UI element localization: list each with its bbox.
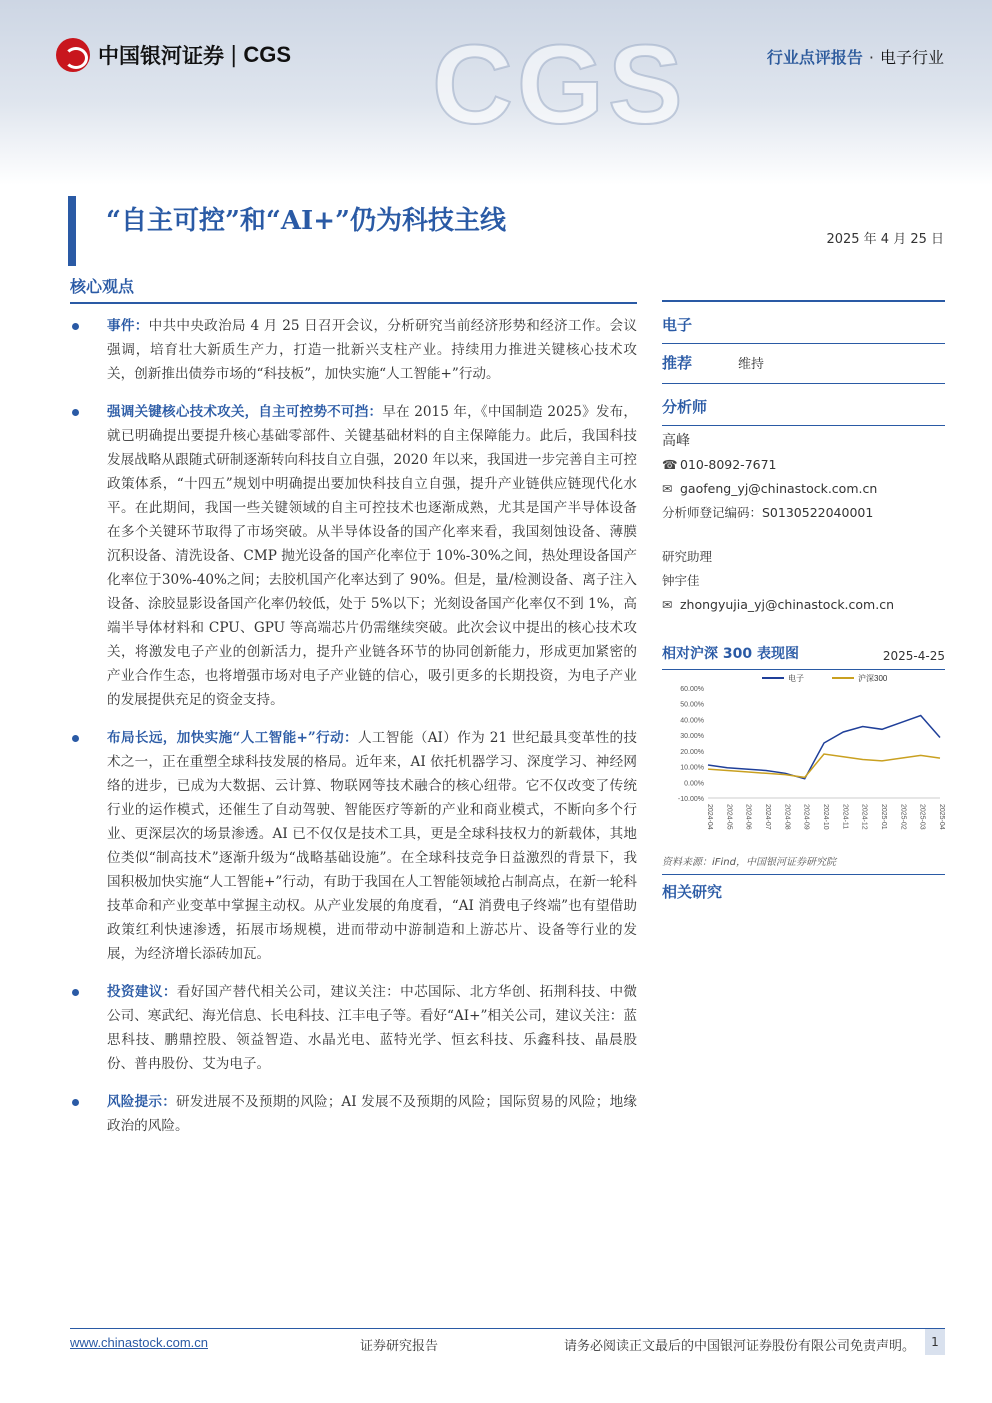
company-logo — [56, 38, 291, 72]
y-tick-label: 50.00% — [680, 701, 704, 709]
email-icon: ✉ — [662, 597, 673, 612]
point-item — [70, 1090, 637, 1138]
legend-label: 电子 — [788, 674, 804, 683]
x-tick-label: 2024-07 — [764, 804, 771, 830]
y-tick-label: 10.00% — [680, 764, 704, 772]
email-icon: ✉ — [662, 481, 673, 496]
point-label: 事件： — [107, 318, 149, 334]
bullet-icon — [72, 989, 79, 996]
assistant-heading: 研究助理 — [662, 549, 713, 564]
x-tick-label: 2024-12 — [860, 804, 868, 830]
separator-dot: · — [868, 48, 874, 67]
footer-url[interactable]: www.chinastock.com.cn — [70, 1335, 208, 1350]
sidebar-industry: 电子 — [662, 316, 693, 334]
rating-value: 维持 — [738, 357, 765, 372]
analyst-phone: 010-8092-7671 — [680, 457, 777, 472]
phone-icon: ☎ — [662, 457, 678, 472]
x-tick-label: 2024-11 — [841, 804, 849, 830]
rating-row — [662, 344, 945, 383]
logo-mark-icon — [56, 38, 90, 72]
assistant-email[interactable]: zhongyujia_yj@chinastock.com.cn — [680, 597, 894, 612]
related-heading: 相关研究 — [662, 883, 723, 901]
title-accent-bar — [68, 196, 76, 266]
report-title: “自主可控”和“AI+”仍为科技主线 — [106, 206, 506, 236]
page-number: 1 — [925, 1329, 945, 1355]
footer-disclaimer: 请务必阅读正文最后的中国银河证券股份有限公司免责声明。 — [563, 1339, 915, 1354]
point-text: 中共中央政治局 4 月 25 日召开会议，分析研究当前经济形势和经济工作。会议强调，培育壮大新质生产力，打造一批新兴支柱产业。持续用力推进关键核心技术攻关，创新推出债券市场的“科技板”，加快实施“人工智能+”行动。 — [107, 318, 638, 382]
chart-date: 2025-4-25 — [882, 649, 945, 663]
point-label: 布局长远，加快实施“人工智能+”行动： — [107, 730, 358, 746]
y-tick-label: 0.00% — [684, 780, 704, 788]
x-tick-label: 2024-09 — [802, 804, 810, 830]
series-line — [708, 754, 940, 777]
cgs-watermark: CGS — [432, 22, 687, 147]
point-item — [70, 726, 637, 966]
point-text: 早在 2015 年，《中国制造 2025》发布，就已明确提出要提升核心基础零部件、关键基础材料的自主保障能力。此后，我国科技发展战略从跟随式研制逐渐转向科技自立自强，2020 年以来，我国进一步完善自主可控政策体系，“十四五”规划中明确提出要加快科技自立自强，提升产业链供应链现代化水平。在此期间，我国一些关键领域的自主可控技术也逐渐成熟，尤其是国产半导体设备在多个关键环节取得了市场突破。从半导体设备的国产化率来看，我国刻蚀设备、薄膜沉积设备、清洗设备、CMP 抛光设备的国产化率位于 10%-30%之间，热处理设备国产化率位于30%-40%之间；去胶机国产化率达到了 90%。但是，量/检测设备、离子注入设备、涂胶显影设备国产化率仍较低，处于 5%以下；光刻设备国产化率仅不到 1%，高端半导体材料和 CPU、GPU 等高端芯片仍需继续突破。此次会议中提出的核心技术攻关，将激发电子产业的创新活力，提升产业链各环节的协同创新能力，形成更加紧密的产业合作生态，也将增强市场对电子产业链的信心，吸引更多的长期投资，为电子产业的发展提供充足的资金支持。 — [107, 404, 637, 708]
logo-en: CGS — [243, 42, 292, 67]
chart-svg — [662, 670, 945, 848]
y-tick-label: 40.00% — [680, 717, 704, 725]
series-line — [708, 716, 940, 779]
x-tick-label: 2025-03 — [918, 804, 926, 830]
y-tick-label: 20.00% — [680, 748, 704, 756]
x-tick-label: 2024-04 — [706, 804, 713, 830]
core-heading: 核心观点 — [70, 277, 135, 296]
analyst-email[interactable]: gaofeng_yj@chinastock.com.cn — [680, 481, 878, 496]
report-date: 2025 年 4 月 25 日 — [826, 232, 944, 247]
point-label: 风险提示： — [107, 1094, 177, 1110]
analyst-cert: 分析师登记编码：S0130522040001 — [662, 505, 874, 520]
x-tick-label: 2024-10 — [822, 804, 829, 830]
chart-source: 资料来源：iFind，中国银河证券研究院 — [662, 857, 836, 868]
performance-chart — [662, 670, 945, 851]
assistant-email-row — [662, 593, 945, 617]
y-tick-label: -10.00% — [677, 796, 704, 803]
bullet-icon — [72, 409, 79, 416]
sidebar — [662, 300, 945, 910]
bullet-icon — [72, 1099, 79, 1106]
x-tick-label: 2024-05 — [725, 804, 733, 830]
point-item — [70, 980, 637, 1076]
x-tick-label: 2025-01 — [880, 804, 887, 830]
footer — [70, 1328, 945, 1355]
point-item — [70, 314, 637, 386]
analyst-heading: 分析师 — [662, 398, 708, 416]
report-type: 行业点评报告 — [766, 48, 863, 67]
point-text: 看好国产替代相关公司，建议关注：中芯国际、北方华创、拓荆科技、中微公司、寒武纪、海光信息、长电科技、江丰电子等。看好“AI+”相关公司，建议关注：蓝思科技、鹏鼎控股、领益智造、水晶光电、蓝特光学、恒玄科技、乐鑫科技、晶晨股份、普冉股份、艾为电子。 — [107, 984, 638, 1072]
logo-separator: | — [230, 42, 238, 68]
chart-header — [662, 643, 945, 669]
assistant-name: 钟宇佳 — [662, 573, 700, 588]
bullet-icon — [72, 735, 79, 742]
point-item — [70, 400, 637, 712]
footer-mid: 证券研究报告 — [360, 1339, 439, 1354]
analyst-name: 高峰 — [662, 433, 690, 449]
analyst-email-row — [662, 477, 945, 501]
report-category — [767, 45, 944, 68]
x-tick-label: 2024-06 — [744, 804, 752, 830]
core-points — [70, 314, 637, 1152]
bullet-icon — [72, 323, 79, 330]
y-tick-label: 30.00% — [680, 733, 704, 741]
point-text: 研发进展不及预期的风险；AI 发展不及预期的风险；国际贸易的风险；地缘政治的风险。 — [107, 1094, 637, 1134]
x-tick-label: 2024-08 — [783, 804, 791, 830]
point-label: 投资建议： — [107, 984, 177, 1000]
chart-title: 相对沪深 300 表现图 — [662, 646, 799, 662]
rating-label: 推荐 — [662, 354, 693, 372]
legend-label: 沪深300 — [858, 674, 888, 683]
analyst-phone-row — [662, 453, 945, 477]
point-text: 人工智能（AI）作为 21 世纪最具变革性的技术之一，正在重塑全球科技发展的格局。近年来，AI 依托机器学习、深度学习、神经网络的进步，已成为大数据、云计算、物联网等技术融合的核心纽带。它不仅改变了传统行业的运作模式，还催生了自动驾驶、智能医疗等新的产业和商业模式，不断向多个行业、更深层次的场景渗透。AI 已不仅仅是技术工具，更是全球科技权力的新载体，其地位类似“制高技术”逐渐升级为“战略基础设施”。在全球科技竞争日益激烈的背景下，我国积极加快实施“人工智能+”行动，有助于我国在人工智能领域抢占制高点，在新一轮科技革命和产业变革中掌握主动权。从产业发展的角度看，“AI 消费电子终端”也有望借助政策红利快速渗透，拓展市场规模，进而带动中游制造和上游芯片、设备等行业的发展，为经济增长添砖加瓦。 — [107, 730, 637, 962]
x-tick-label: 2025-04 — [938, 804, 945, 830]
point-label: 强调关键核心技术攻关，自主可控势不可挡： — [107, 404, 383, 420]
y-tick-label: 60.00% — [680, 686, 704, 693]
x-tick-label: 2025-02 — [899, 804, 907, 830]
divider — [70, 302, 637, 304]
industry-name: 电子行业 — [879, 48, 944, 67]
logo-cn: 中国银河证券 — [98, 44, 224, 68]
